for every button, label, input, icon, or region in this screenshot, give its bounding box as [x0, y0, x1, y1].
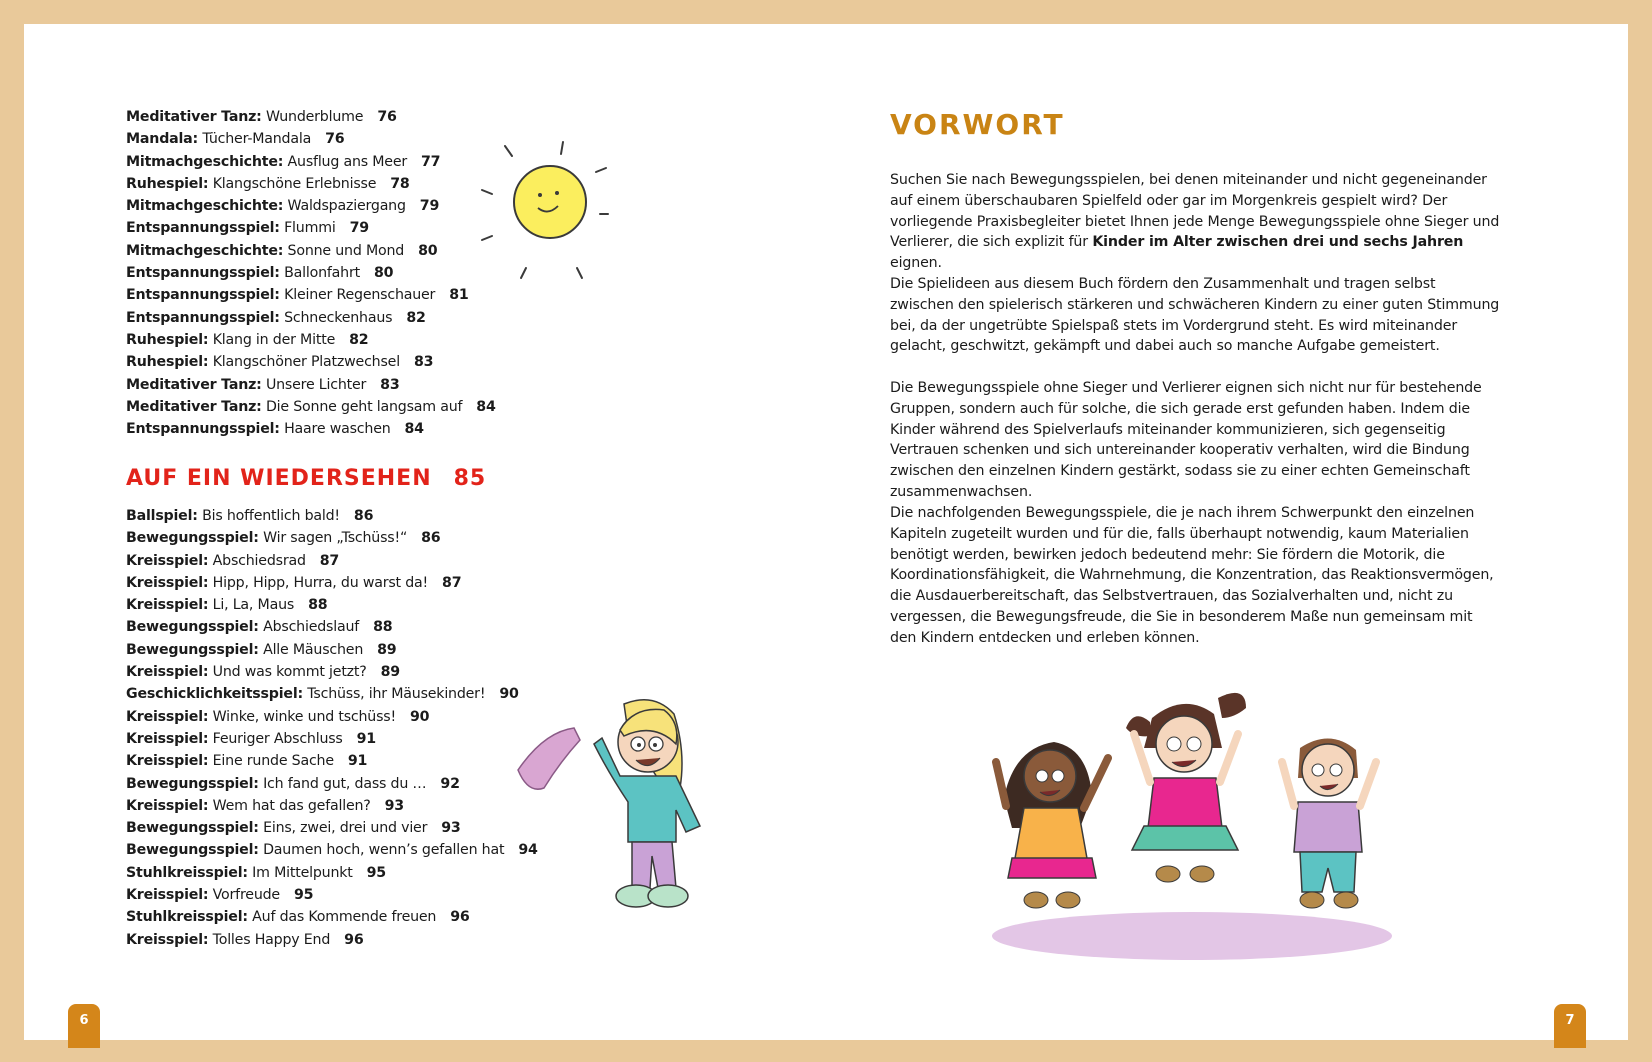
toc-entry-category: Kreisspiel: [126, 753, 209, 770]
toc-entry-page: 87 [442, 574, 462, 591]
toc-entry-title: Auf das Kommende freuen [252, 909, 437, 926]
toc-entry-category: Entspannungsspiel: [126, 220, 280, 237]
page-number-tab-right [1554, 1004, 1586, 1048]
toc-entry [126, 572, 538, 594]
toc-entry [126, 594, 538, 616]
toc-entry [126, 195, 496, 217]
toc-entry [126, 329, 496, 351]
chapter-page-number: 85 [453, 466, 487, 491]
toc-entry-page: 77 [420, 153, 441, 170]
toc-entry-category: Kreisspiel: [126, 931, 209, 948]
toc-entry [126, 795, 538, 817]
toc-entry-title: Ausflug ans Meer [287, 153, 407, 170]
toc-entry-category: Meditativer Tanz: [126, 398, 262, 415]
toc-entry-title: Daumen hoch, wenn’s gefallen hat [263, 842, 505, 859]
toc-entry-page: 96 [450, 909, 470, 926]
toc-entry-page: 78 [390, 175, 410, 192]
toc-entry [126, 862, 538, 884]
toc-entry-title: Wir sagen „Tschüss!“ [263, 530, 408, 547]
toc-entry-page: 81 [449, 287, 469, 304]
toc-entry-category: Entspannungsspiel: [126, 421, 280, 438]
toc-entry-page: 76 [325, 131, 345, 148]
toc-entry-title: Eins, zwei, drei und vier [263, 820, 428, 837]
toc-entry-title: Tücher-Mandala [202, 131, 312, 148]
toc-entry [126, 550, 538, 572]
toc-entry-category: Kreisspiel: [126, 797, 209, 814]
toc-entry-title: Und was kommt jetzt? [212, 664, 367, 681]
jumping-children-illustration [984, 678, 1404, 968]
toc-entry-title: Tolles Happy End [212, 931, 331, 948]
page-number-left: 6 [79, 1013, 89, 1028]
toc-entry-page: 96 [344, 931, 364, 948]
chapter-title: AUF EIN WIEDERSEHEN [126, 466, 432, 491]
toc-entry-category: Bewegungsspiel: [126, 619, 259, 636]
waving-girl-illustration [504, 692, 724, 922]
toc-entry-category: Bewegungsspiel: [126, 820, 259, 837]
toc-entry-category: Meditativer Tanz: [126, 376, 262, 393]
foreword-paragraph-4: Die nachfolgenden Bewegungsspiele, die je nach ihrem Schwerpunkt den einzelnen Kapiteln zugeteilt wurden und für die, falls überhaupt notwendig, kaum Materialien benötigt werden, bewirken jedoch bedeutend mehr: Sie fördern die Motorik, die Koordinationsfähigkeit, die Wahrnehmung, die Konzentration, das Reaktionsvermögen, die Ausdauerbereitschaft, das Selbstvertrauen, das Sozialverhalten und, nicht zu vergessen, die Bewegungsfreude, die Sie in besonderem Maße nun gemeinsam mit den Kindern entdecken und erleben können. [890, 505, 1494, 646]
toc-entry [126, 639, 538, 661]
toc-entry-category: Entspannungsspiel: [126, 265, 280, 282]
toc-entry-category: Geschicklichkeitsspiel: [126, 686, 303, 703]
page-number-tab-left [68, 1004, 100, 1048]
toc-entry-title: Sonne und Mond [287, 242, 405, 259]
toc-entry [126, 527, 538, 549]
toc-entry-category: Stuhlkreisspiel: [126, 909, 248, 926]
toc-entry-category: Kreisspiel: [126, 552, 209, 569]
toc-entry [126, 728, 538, 750]
toc-entry [126, 374, 496, 396]
toc-entry-category: Bewegungsspiel: [126, 641, 259, 658]
toc-entry [126, 418, 496, 440]
toc-entry-title: Waldspaziergang [287, 198, 406, 215]
toc-entry-page: 88 [373, 619, 393, 636]
toc-entry-title: Winke, winke und tschüss! [212, 708, 396, 725]
toc-entry-category: Ruhespiel: [126, 354, 209, 371]
toc-entry-page: 80 [418, 242, 438, 259]
toc-entry-page: 82 [349, 331, 369, 348]
toc-entry-page: 84 [404, 421, 424, 438]
toc-entry-category: Kreisspiel: [126, 597, 209, 614]
toc-entry-category: Mitmachgeschichte: [126, 198, 284, 215]
toc-entry [126, 351, 496, 373]
toc-entry-title: Hipp, Hipp, Hurra, du warst da! [212, 574, 429, 591]
toc-entry-title: Wem hat das gefallen? [212, 797, 371, 814]
toc-entry [126, 683, 538, 705]
toc-entry-title: Unsere Lichter [265, 376, 367, 393]
toc-entry [126, 173, 496, 195]
toc-entry-title: Ballonfahrt [284, 265, 360, 282]
toc-entry-page: 79 [419, 198, 440, 215]
toc-entry-title: Abschiedsrad [212, 552, 306, 569]
sun-illustration [480, 140, 620, 280]
toc-entry [126, 773, 538, 795]
left-page [24, 24, 826, 1040]
toc-entry-page: 94 [518, 842, 538, 859]
toc-entry-category: Entspannungsspiel: [126, 309, 280, 326]
toc-entry-category: Kreisspiel: [126, 708, 209, 725]
p1-bold: Kinder im Alter zwischen drei und sechs Jahren [1092, 234, 1464, 251]
toc-entry [126, 750, 538, 772]
toc-entry [126, 929, 538, 951]
toc-entry-category: Ruhespiel: [126, 175, 209, 192]
toc-entry-page: 91 [356, 730, 376, 747]
p1-text-b: eignen. [890, 255, 942, 272]
toc-entry-title: Feuriger Abschluss [212, 730, 343, 747]
toc-entry-category: Mitmachgeschichte: [126, 242, 284, 259]
toc-entry-title: Haare waschen [284, 421, 391, 438]
toc-entry-title: Alle Mäuschen [263, 641, 364, 658]
toc-entry [126, 240, 496, 262]
chapter-heading [126, 466, 486, 491]
toc-entry [126, 505, 538, 527]
toc-entry-page: 90 [499, 686, 519, 703]
toc-entry [126, 661, 538, 683]
page-number-right: 7 [1565, 1013, 1575, 1028]
toc-entry-title: Die Sonne geht langsam auf [265, 398, 463, 415]
toc-entry-category: Kreisspiel: [126, 887, 209, 904]
toc-entry-category: Entspannungsspiel: [126, 287, 280, 304]
toc-entry [126, 906, 538, 928]
toc-entry-category: Meditativer Tanz: [126, 109, 262, 125]
toc-entry-page: 95 [366, 864, 386, 881]
book-spread [24, 24, 1628, 1040]
toc-entry-page: 87 [319, 552, 340, 569]
toc-entry-page: 84 [476, 398, 496, 415]
toc-entry-category: Mitmachgeschichte: [126, 153, 284, 170]
toc-entry-category: Bewegungsspiel: [126, 775, 259, 792]
toc-entry [126, 151, 496, 173]
toc-list-after [126, 505, 538, 951]
toc-entry-page: 80 [373, 265, 394, 282]
toc-entry-page: 83 [380, 376, 400, 393]
toc-entry-title: Schneckenhaus [284, 309, 393, 326]
toc-entry-title: Eine runde Sache [212, 753, 334, 770]
toc-entry-page: 82 [406, 309, 426, 326]
toc-entry [126, 884, 538, 906]
toc-entry-page: 90 [409, 708, 430, 725]
toc-entry [126, 616, 538, 638]
toc-entry [126, 307, 496, 329]
toc-entry-page: 83 [413, 354, 434, 371]
toc-entry-title: Bis hoffentlich bald! [202, 508, 340, 524]
toc-entry-category: Bewegungsspiel: [126, 530, 259, 547]
toc-entry-category: Kreisspiel: [126, 664, 209, 681]
toc-entry [126, 839, 538, 861]
foreword-title: VORWORT [890, 108, 1065, 141]
toc-entry-title: Klangschöner Platzwechsel [212, 354, 400, 371]
toc-entry-page: 91 [347, 753, 368, 770]
toc-entry-page: 92 [440, 775, 460, 792]
toc-entry-page: 93 [384, 797, 404, 814]
toc-entry-title: Li, La, Maus [212, 597, 295, 614]
toc-entry [126, 284, 496, 306]
toc-entry-category: Bewegungsspiel: [126, 842, 259, 859]
toc-entry-page: 93 [441, 820, 461, 837]
toc-entry-title: Flummi [284, 220, 336, 237]
toc-entry-title: Im Mittelpunkt [252, 864, 353, 881]
toc-entry-page: 86 [353, 508, 374, 524]
toc-entry-page: 76 [377, 109, 397, 125]
toc-entry-title: Wunderblume [265, 109, 364, 125]
toc-entry-title: Klang in der Mitte [212, 331, 336, 348]
toc-entry-page: 89 [377, 641, 397, 658]
toc-entry [126, 106, 496, 128]
toc-entry-category: Stuhlkreisspiel: [126, 864, 248, 881]
toc-entry [126, 817, 538, 839]
toc-entry-page: 79 [349, 220, 369, 237]
toc-entry-category: Mandala: [126, 131, 199, 148]
toc-entry-page: 86 [421, 530, 441, 547]
toc-entry-page: 88 [308, 597, 328, 614]
toc-entry-category: Ballspiel: [126, 508, 198, 524]
toc-entry-title: Vorfreude [212, 887, 280, 904]
toc-entry [126, 128, 496, 150]
toc-entry-title: Kleiner Regenschauer [284, 287, 436, 304]
toc-entry-page: 95 [293, 887, 314, 904]
toc-entry [126, 706, 538, 728]
right-page [826, 24, 1628, 1040]
toc-list-before [126, 106, 496, 440]
p1-text-a: Suchen Sie nach Bewegungsspielen, bei denen miteinander und nicht gegeneinander auf einem überschaubaren Spielfeld oder gar im Morgenkreis gespielt wird? Der vorliegende Praxisbegleiter bietet Ihnen jede Menge Bewegungsspiele ohne Sieger und Verlierer, die sich explizit für [890, 172, 1500, 251]
toc-entry-page: 89 [380, 664, 400, 681]
foreword-paragraph-3: Die Bewegungsspiele ohne Sieger und Verlierer eignen sich nicht nur für bestehende Gruppen, sondern auch für solche, die sich gerade erst gefunden haben. Indem die Kinder während des Spielverlaufs miteinander kommunizieren, sich gegenseitig Vertrauen schenken und sich untereinander kooperativ verhalten, wird die Bindung zwischen den einzelnen Kindern gestärkt, sodass sie zu einer echten Gemeinschaft zusammenwachsen. [890, 380, 1482, 500]
toc-entry-category: Ruhespiel: [126, 331, 209, 348]
toc-entry-category: Kreisspiel: [126, 574, 209, 591]
toc-entry-title: Klangschöne Erlebnisse [212, 175, 377, 192]
toc-entry-title: Abschiedslauf [263, 619, 360, 636]
toc-entry-title: Tschüss, ihr Mäusekinder! [307, 686, 486, 703]
foreword-paragraph-1 [890, 170, 1502, 274]
toc-entry [126, 262, 496, 284]
toc-entry [126, 217, 496, 239]
toc-entry-category: Kreisspiel: [126, 730, 209, 747]
foreword-paragraph-2: Die Spielideen aus diesem Buch fördern den Zusammenhalt und tragen selbst zwischen den spielerisch stärkeren und schwächeren Kindern zu einer guten Stimmung bei, da der ungetrübte Spielspaß stets im Vordergrund steht. Es wird miteinander gelacht, geschwitzt, gekämpft und dabei auch so manche Aufgabe gemeistert. [890, 276, 1500, 355]
toc-entry [126, 396, 496, 418]
toc-entry-title: Ich fand gut, dass du … [263, 775, 427, 792]
